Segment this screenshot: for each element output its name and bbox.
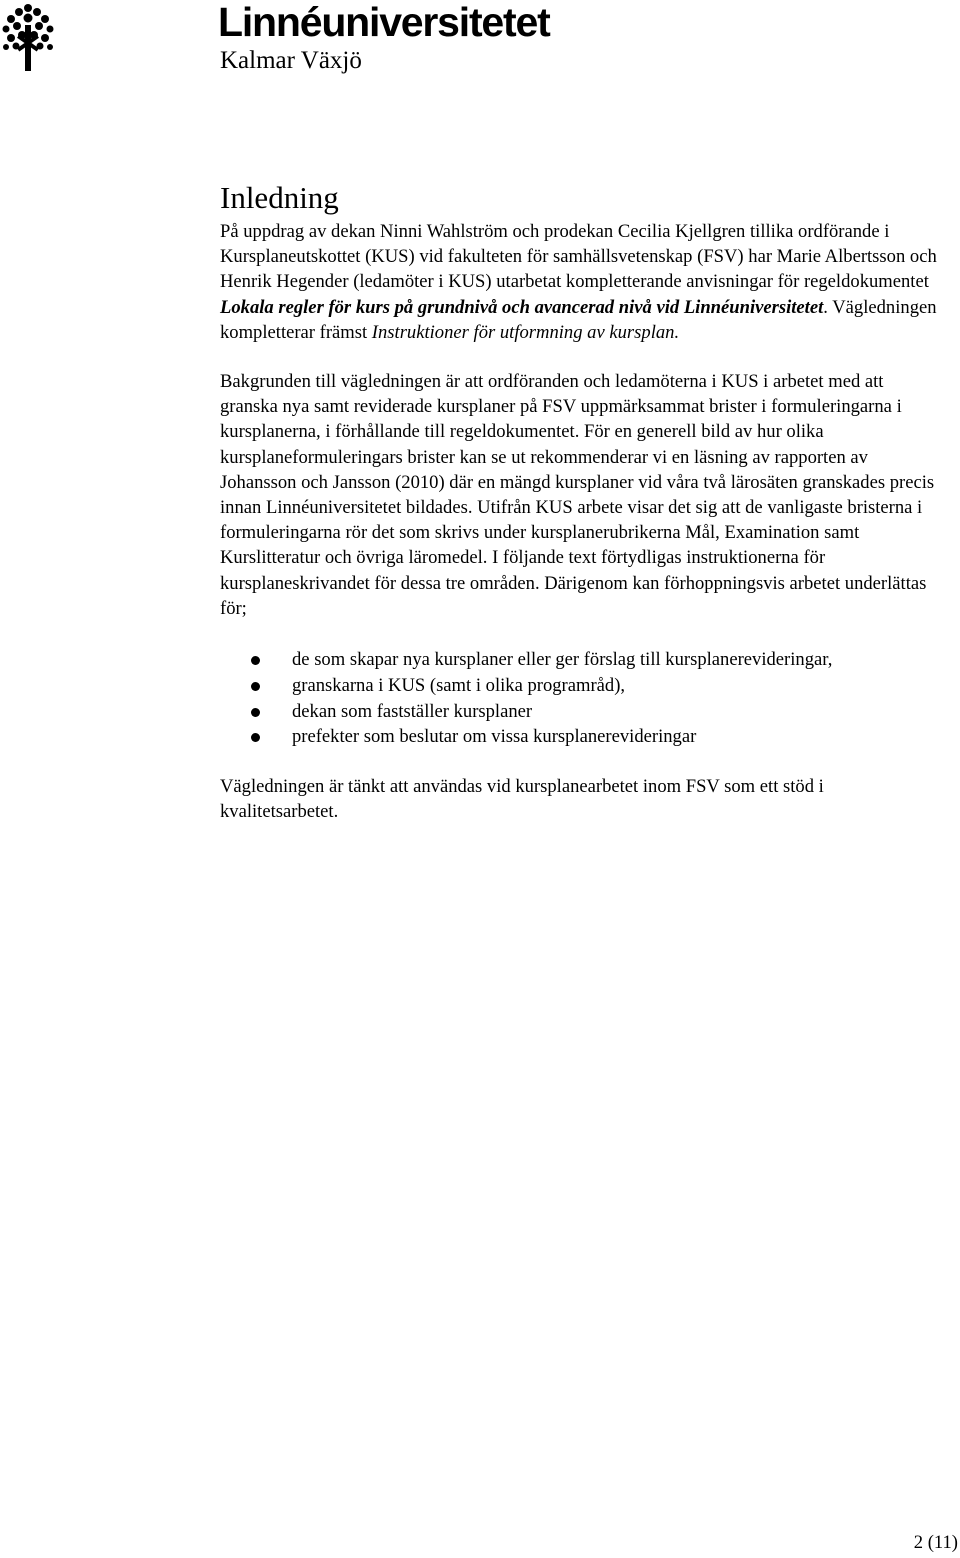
logo-name: Linnéuniversitetet	[218, 0, 550, 45]
list-item-text: granskarna i KUS (samt i olika programråd),	[292, 674, 626, 696]
instructions-reference: Instruktioner för utformning av kursplan.	[371, 321, 680, 343]
list-item	[220, 699, 940, 725]
closing-paragraph: Vägledningen är tänkt att användas vid kursplanearbetet inom FSV som ett stöd i kvalitetsarbetet.	[220, 776, 824, 823]
section-heading: Inledning	[220, 180, 339, 215]
regulation-title: Lokala regler för kurs på grundnivå och avancerad nivå vid Linnéuniversitetet	[220, 296, 824, 318]
tree-logo-icon	[2, 3, 54, 73]
bullet-icon	[251, 682, 260, 691]
list-item-text: dekan som fastställer kursplaner	[292, 700, 533, 722]
intro-paragraph	[220, 219, 940, 345]
university-logo	[0, 0, 620, 80]
intro-text-cont: . Vägledningen kompletterar främst	[220, 296, 937, 343]
audience-list	[220, 647, 940, 750]
bullet-icon	[251, 656, 260, 665]
background-paragraph: Bakgrunden till vägledningen är att ordföranden och ledamöterna i KUS i arbetet med att granska nya samt reviderade kursplaner på FSV uppmärksammat brister i formuleringarna i kursplanerna, i förhållande till regeldokumentet. För en generell bild av hur olika kursplaneformuleringars brister kan se ut rekommenderar vi en läsning av rapporten av Johansson och Jansson (2010) där en mängd kursplaner vid våra två lärosäten granskades precis innan Linnéuniversitetet bildades. Utifrån KUS arbete visar det sig att de vanligaste bristerna i formuleringarna rör det som skrivs under kursplanerubrikerna Mål, Examination samt Kurslitteratur och övriga läromedel. I följande text förtydligas instruktionerna för kursplaneskrivandet för dessa tre områden. Därigenom kan förhoppningsvis arbetet underlättas för;	[220, 371, 935, 619]
document-body	[220, 178, 940, 825]
list-item-text: prefekter som beslutar om vissa kursplanerevideringar	[292, 726, 697, 748]
bullet-icon	[251, 733, 260, 742]
logo-subtitle: Kalmar Växjö	[220, 47, 362, 74]
bullet-icon	[251, 708, 260, 717]
list-item	[220, 673, 940, 699]
page-number: 2 (11)	[913, 1532, 958, 1553]
list-item	[220, 724, 940, 750]
list-item-text: de som skapar nya kursplaner eller ger förslag till kursplanerevideringar,	[292, 649, 833, 671]
list-item	[220, 647, 940, 673]
intro-text: På uppdrag av dekan Ninni Wahlström och prodekan Cecilia Kjellgren tillika ordförande i Kursplaneutskottet (KUS) vid fakulteten för samhällsvetenskap (FSV) har Marie Albertsson och Henrik Hegender (ledamöter i KUS) utarbetat kompletterande anvisningar för regeldokumentet	[220, 221, 937, 293]
